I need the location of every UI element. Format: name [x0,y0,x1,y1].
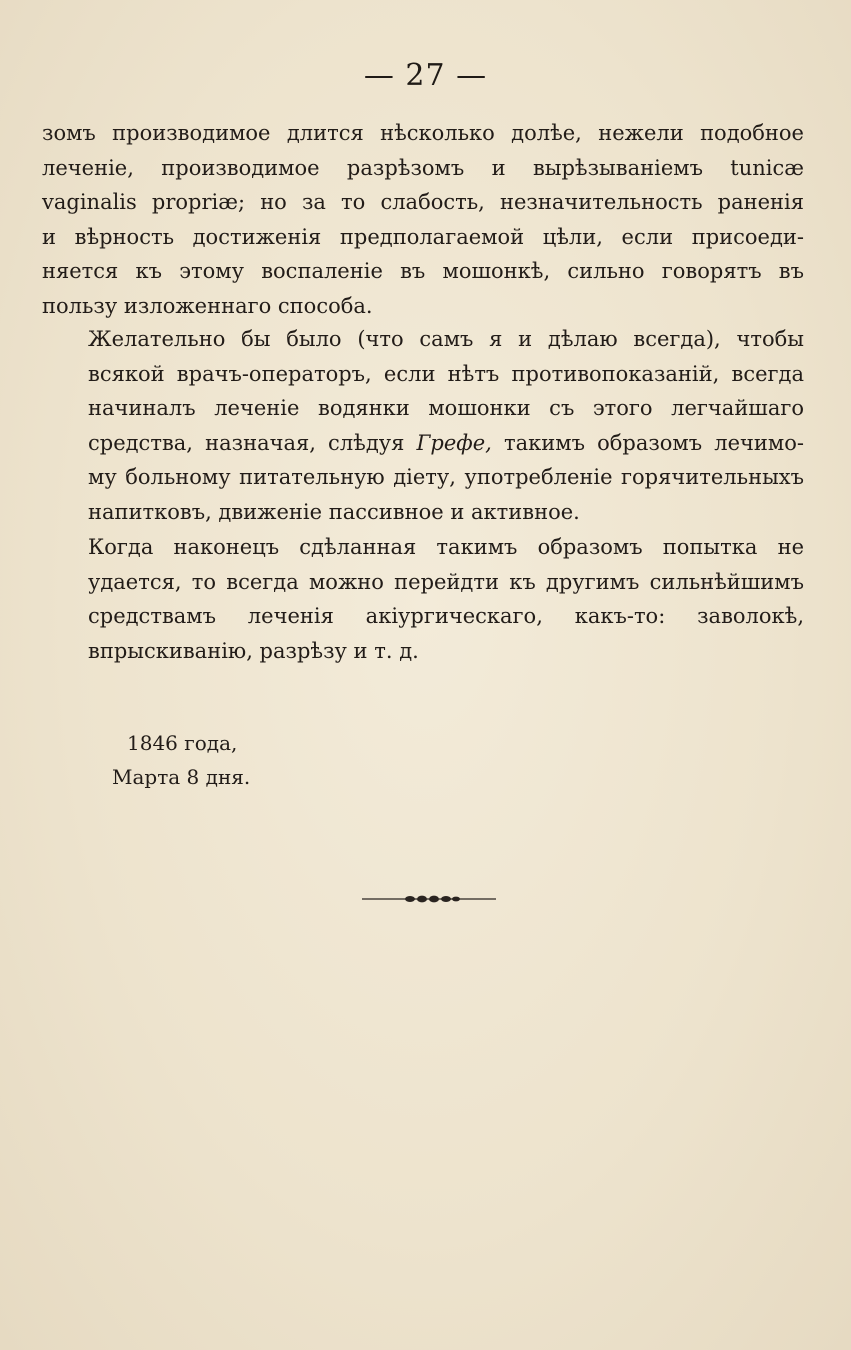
text-line: напитковъ, движеніе пассивное и активное. [88,499,580,524]
text-line: удается, то всегда можно перейдти къ другимъ сильнѣйшимъ [88,569,804,594]
paragraph-2 [42,322,804,530]
decorative-rule-icon [362,892,496,906]
text-line: Когда наконецъ сдѣланная такимъ образомъ попытка не [88,535,804,559]
author-name-graefe: Грефе, [416,430,492,455]
text-line: всякой врачъ-операторъ, если нѣтъ противопоказаній, всегда [88,361,804,386]
text-line: зомъ производимое длится нѣсколько долѣе, нежели подобное [42,121,804,145]
text-line: няется къ этому воспаленіе въ мошонкѣ, сильно говорятъ въ [42,259,804,284]
text-segment: такимъ образомъ лечимо- [491,430,804,455]
page-number: — 27 — [363,58,488,93]
text-line [42,426,804,461]
text-line: впрыскиванію, разрѣзу и т. д. [88,638,419,663]
text-line: леченіе, производимое разрѣзомъ и вырѣзываніемъ tunicæ [42,155,804,180]
text-line: и вѣрность достиженія предполагаемой цѣли, если присоеди- [42,224,804,249]
text-line: средствамъ леченія акіургическаго, какъ-то: заволокѣ, [88,604,804,629]
text-line: начиналъ леченіе водянки мошонки съ этого легчайшаго [88,396,804,421]
text-line: му больному питательную діету, употребленіе горячительныхъ [88,465,804,490]
text-segment: средства, назначая, слѣдуя [88,430,417,455]
paragraph-3 [42,530,804,668]
text-line: пользу изложеннаго способа. [42,293,373,318]
date-year: 1846 года, [127,731,238,755]
text-line: vaginalis propriæ; но за то слабость, незначительность раненія [42,190,804,215]
paragraph-1 [42,116,804,324]
text-line: Желательно бы было (что самъ я и дѣлаю всегда), чтобы [88,327,804,351]
date-day: Марта 8 дня. [112,765,251,789]
